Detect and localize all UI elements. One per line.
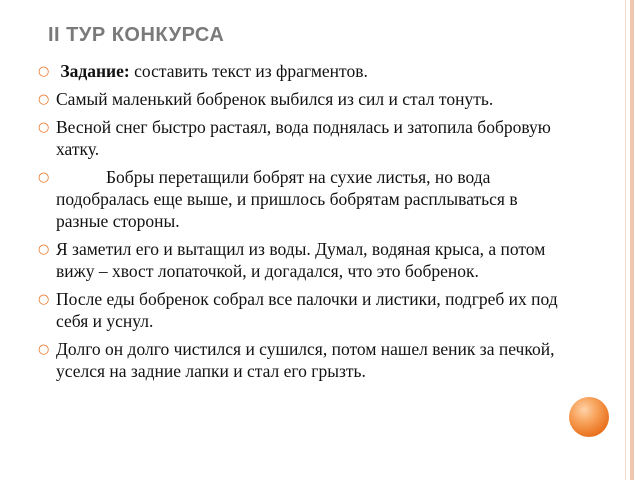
bullet-icon: ○ [38,170,50,185]
list-item-text: Бобры перетащили бобрят на сухие листья, но вода подобралась еще выше, и пришлось бобрятам расплываться в разные стороны. [56,167,518,231]
list-item-text: Долго он долго чистился и сушился, потом нашел веник за печкой, уселся на задние лапки и стал его грызть. [56,339,555,381]
list-item [38,288,558,332]
list-item [38,238,558,282]
list-item-text: Я заметил его и вытащил из воды. Думал, водяная крыса, а потом вижу – хвост лопаточкой, и догадался, что это бобренок. [56,239,546,281]
list-item-text: После еды бобренок собрал все палочки и листики, подгреб их под себя и уснул. [56,289,558,331]
bullet-icon: ○ [38,120,50,135]
bullet-icon: ○ [38,342,50,357]
task-item [38,60,558,82]
bullet-icon: ○ [38,292,50,307]
list-item [38,338,558,382]
slide-border-line-thin [625,0,626,480]
bullet-icon: ○ [38,64,50,79]
task-text: составить текст из фрагментов. [129,61,368,81]
slide-title: II ТУР КОНКУРСА [48,24,225,46]
bullet-list [38,60,558,388]
list-item-text: Весной снег быстро растаял, вода поднялась и затопила бобровую хатку. [56,117,551,159]
list-item [38,166,558,232]
task-label: Задание: [60,61,130,81]
list-item-text: Самый маленький бобренок выбился из сил и стал тонуть. [56,89,494,109]
slide-border-line [630,0,634,480]
decorative-orb-icon [569,397,609,437]
bullet-icon: ○ [38,92,50,107]
list-item [38,88,558,110]
list-item [38,116,558,160]
bullet-icon: ○ [38,242,50,257]
